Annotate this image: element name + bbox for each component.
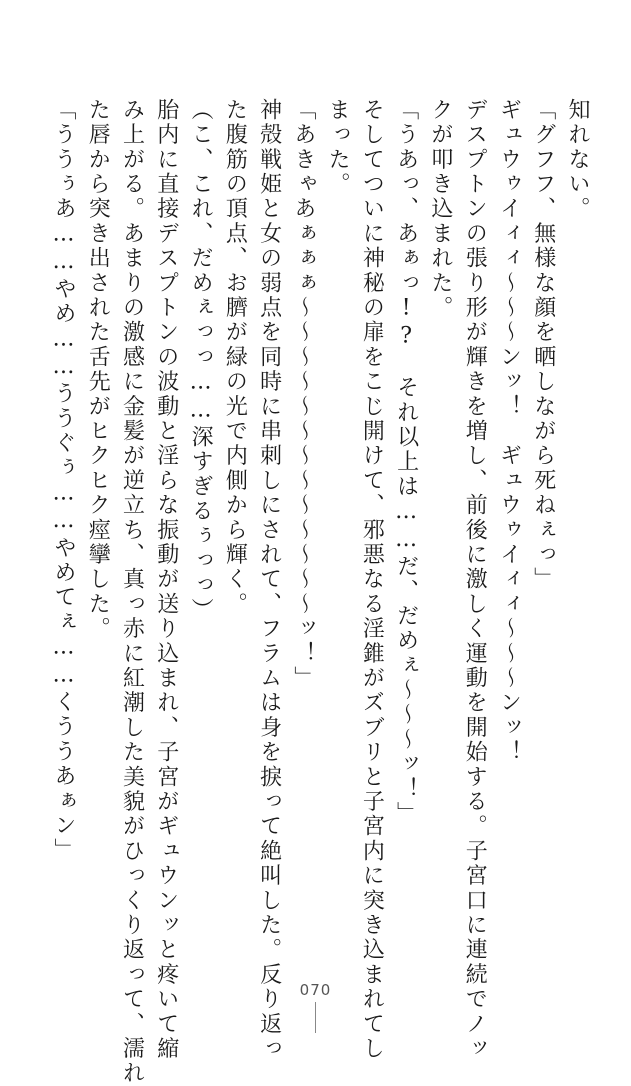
text-line: 「グフフ、無様な顔を晒しながら死ねぇっ」 <box>530 98 556 592</box>
text-line: た唇から突き出された舌先がヒクヒク痙攣した。 <box>85 98 111 642</box>
text-line: 「あきゃあぁぁぁ〜〜〜〜〜〜〜〜〜〜〜〜〜ッ！」 <box>290 98 316 691</box>
text-line: 「うあっ、あぁっ!? それ以上は……だ、だめぇ〜〜〜ッ！」 <box>393 98 419 827</box>
text-line: 知れない。 <box>564 98 590 222</box>
text-line: そしてついに神秘の扉をこじ開けて、邪悪なる淫錐がズブリと子宮内に突き込まれてし <box>359 98 385 1062</box>
text-line: クが叩き込まれた。 <box>427 98 453 321</box>
text-line: み上がる。あまりの激感に金髪が逆立ち、真っ赤に紅潮した美貌がひっくり返って、濡れ <box>119 98 145 1086</box>
text-line: 神殻戦姫と女の弱点を同時に串刺しにされて、フラムは身を捩って絶叫した。反り返っ <box>256 98 282 1062</box>
text-line: （こ、これ、だめぇっっ……深すぎるぅっっ） <box>188 98 214 623</box>
text-line: まった。 <box>325 98 351 197</box>
page-number: 070 <box>299 981 332 999</box>
text-line: 「ううぅあ……やめ……ううぐぅ……やめてぇ……くううあぁン」 <box>51 98 76 863</box>
text-line: 胎内に直接デスプトンの波動と淫らな振動が送り込まれ、子宮がギュウンッと疼いて縮 <box>153 98 179 1062</box>
text-line: た腹筋の頂点、お臍が緑の光で内側から輝く。 <box>222 98 248 617</box>
page-number-rule <box>315 1002 316 1033</box>
text-line: デスプトンの張り形が輝きを増し、前後に激しく運動を開始する。子宮口に連続でノッ <box>462 98 488 1062</box>
text-line: ギュウゥイィィ〜〜〜ンッ！ ギュウゥイィィ〜〜〜ンッ！ <box>496 98 522 765</box>
